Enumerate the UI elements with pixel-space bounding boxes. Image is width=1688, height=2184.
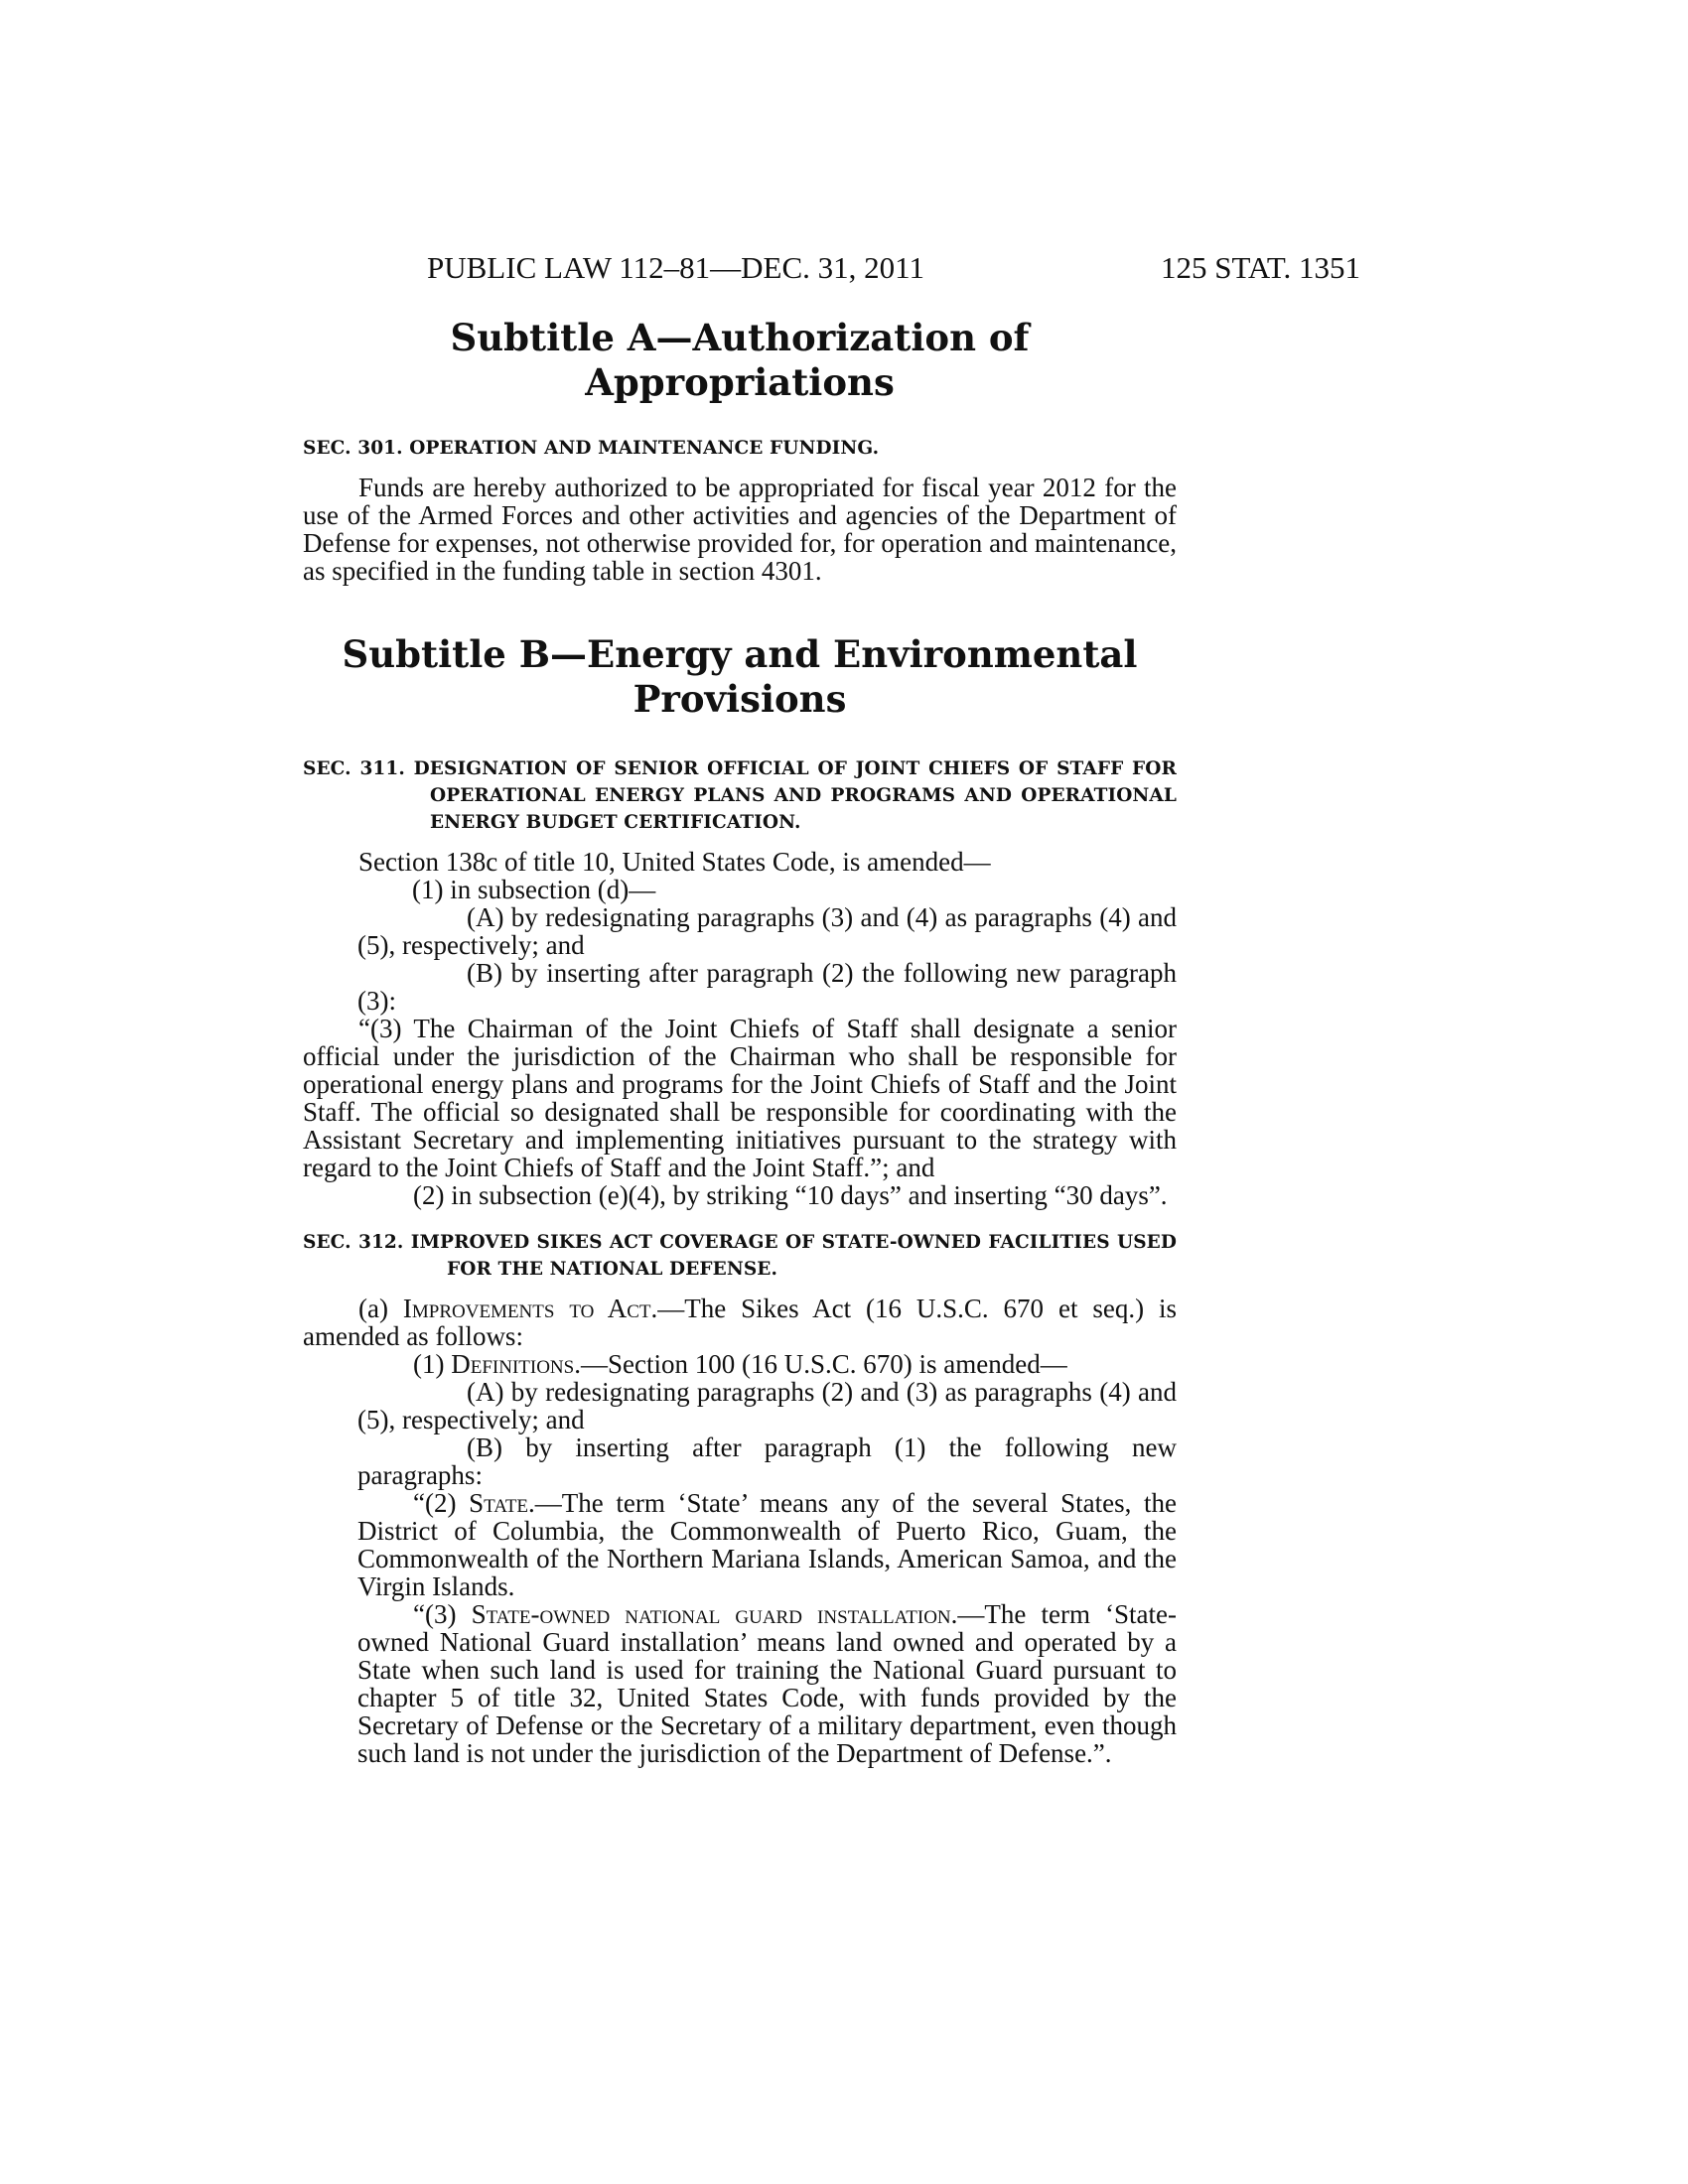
sec-311-para-B: (B) by inserting after paragraph (2) the following new paragraph (3): xyxy=(357,958,1177,1016)
subtitle-a-heading xyxy=(303,316,1177,405)
sec-312-q2-caption: State xyxy=(469,1488,529,1518)
sec-301-body: Funds are hereby authorized to be appropriated for fiscal year 2012 for the use of the Armed Forces and other activities and agencies of the Department of Defense for expenses, not otherwise provided for, for operation and maintenance, as specified in the funding table in section 4301. xyxy=(303,473,1177,586)
sec-312-heading: SEC. 312. IMPROVED SIKES ACT COVERAGE OF STATE-OWNED FACILITIES USED FOR THE NATIONAL DEFENSE. xyxy=(303,1232,1177,1280)
sec-312-q3-text: .—The term ‘State-owned National Guard installation’ means land owned and operated by a State when such land is used for training the National Guard pursuant to chapter 5 of title 32, United States Code, with funds provided by the Secretary of Defense or the Secretary of a military department, even though such land is not under the jurisdiction of the Department of Defense.”. xyxy=(357,1599,1177,1768)
subtitle-b-line2: Provisions xyxy=(633,677,847,721)
sec-312-q3-caption: State-owned national guard installation xyxy=(471,1599,951,1629)
header-stat-page: 125 STAT. 1351 xyxy=(1160,250,1360,285)
sec-312-q2-label: “(2) xyxy=(413,1488,470,1518)
subtitle-a-line1: Subtitle A—Authorization of xyxy=(450,316,1030,359)
sec-311-para-2: (2) in subsection (e)(4), by striking “10 days” and inserting “30 days”. xyxy=(413,1180,1168,1210)
sec-312-p1-label: (1) xyxy=(413,1349,452,1379)
sec-312-a-caption: Improvements to Act xyxy=(402,1294,651,1323)
sec-312-a-label: (a) xyxy=(358,1294,403,1323)
sec-311-heading: SEC. 311. DESIGNATION OF SENIOR OFFICIAL OF JOINT CHIEFS OF STAFF FOR OPERATIONAL ENERGY PLANS AND PROGRAMS AND OPERATIONAL ENERGY BUDGET CERTIFICATION. xyxy=(303,758,1177,833)
sec-311-para-1: (1) in subsection (d)— xyxy=(412,875,656,904)
sec-312-subsec-a xyxy=(303,1295,1177,1350)
sec-312-q2-text: .—The term ‘State’ means any of the several States, the District of Columbia, the Commonwealth of Puerto Rico, Guam, the Commonwealth of the Northern Mariana Islands, American Samoa, and the Virgin Islands. xyxy=(357,1488,1178,1601)
subtitle-b-heading xyxy=(303,632,1177,722)
sec-312-p1-text: .—Section 100 (16 U.S.C. 670) is amended— xyxy=(574,1349,1067,1379)
running-header xyxy=(427,250,1360,290)
document-body xyxy=(303,310,1177,1767)
sec-312-a-text: .—The Sikes Act (16 U.S.C. 670 et seq.) is amended as follows: xyxy=(303,1294,1177,1351)
subtitle-b-line1: Subtitle B—Energy and Environmental xyxy=(342,632,1138,676)
sec-312-q3-label: “(3) xyxy=(413,1599,472,1629)
sec-312-quoted-para-2 xyxy=(303,1489,1177,1600)
sec-312-para-1 xyxy=(303,1350,1177,1378)
sec-312-p1-caption: Definitions xyxy=(451,1349,575,1379)
sec-311-intro: Section 138c of title 10, United States Code, is amended— xyxy=(358,847,991,877)
sec-301-heading: SEC. 301. OPERATION AND MAINTENANCE FUNDING. xyxy=(303,438,880,459)
sec-311-para-A: (A) by redesignating paragraphs (3) and (4) as paragraphs (4) and (5), respectively; and xyxy=(357,902,1177,960)
sec-312-para-A: (A) by redesignating paragraphs (2) and (3) as paragraphs (4) and (5), respectively; and xyxy=(357,1377,1177,1434)
sec-312-para-B: (B) by inserting after paragraph (1) the following new paragraphs: xyxy=(357,1433,1177,1490)
sec-311-quoted-text: “(3) The Chairman of the Joint Chiefs of Staff shall designate a senior official under the jurisdiction of the Chairman who shall be responsible for operational energy plans and programs for the Joint Chiefs of Staff and the Joint Staff. The official so designated shall be responsible for coordinating with the Assistant Secretary and implementing initiatives pursuant to the strategy with regard to the Joint Chiefs of Staff and the Joint Staff.”; and xyxy=(303,1014,1177,1182)
header-law-citation: PUBLIC LAW 112–81—DEC. 31, 2011 xyxy=(427,250,924,285)
subtitle-a-line2: Appropriations xyxy=(585,360,895,404)
sec-312-quoted-para-3 xyxy=(303,1600,1177,1767)
